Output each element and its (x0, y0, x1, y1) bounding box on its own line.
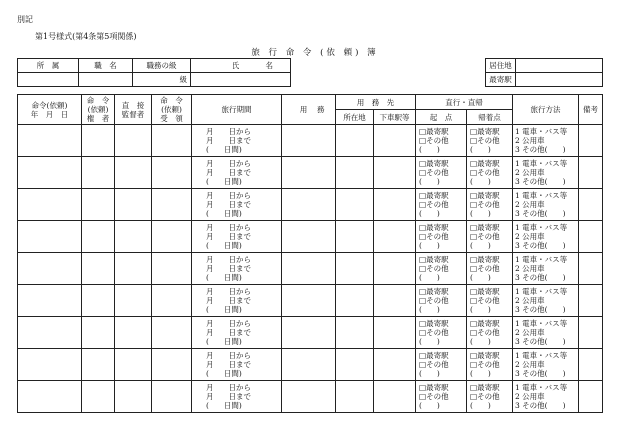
receipt-header-line2: (依頼) (161, 105, 182, 114)
return-point-cell[interactable] (467, 317, 513, 349)
period-cell-line: 月 日から (206, 255, 251, 264)
supervisor-cell[interactable] (115, 189, 152, 221)
business-cell[interactable] (282, 317, 336, 349)
order-date-cell[interactable] (18, 189, 82, 221)
origin-cell-line: ( ) (419, 337, 440, 346)
period-cell-line: 月 日から (206, 127, 251, 136)
method-cell-line: 2 公用車 (515, 328, 545, 337)
period-cell-line: ( 日間) (206, 209, 242, 218)
receipt-cell[interactable] (152, 253, 192, 285)
period-cell-line: ( 日間) (206, 337, 242, 346)
origin-cell-line: ( ) (419, 401, 440, 410)
return-point-cell-line: ( ) (470, 273, 491, 282)
authorizer-header-line1: 命 令 (86, 96, 110, 105)
period-cell-line: ( 日間) (206, 273, 242, 282)
station-cell[interactable] (374, 349, 416, 381)
period-cell[interactable] (192, 285, 282, 317)
method-cell-line: 1 電車・バス等 (515, 255, 568, 264)
travel-period-header: 旅行期間 (192, 95, 282, 125)
method-cell-line: 1 電車・バス等 (515, 351, 568, 360)
job-grade-value[interactable]: 級 (133, 73, 191, 87)
table-row (18, 285, 603, 317)
business-cell[interactable] (282, 381, 336, 413)
station-cell[interactable] (374, 317, 416, 349)
station-header: 下車駅等 (374, 110, 416, 125)
origin-cell-line: □最寄駅 (419, 319, 449, 328)
receipt-cell[interactable] (152, 189, 192, 221)
method-cell-line: 3 その他( ) (515, 209, 566, 218)
position-label: 職 名 (79, 59, 133, 73)
origin-cell-line: ( ) (419, 209, 440, 218)
residence-value[interactable] (516, 59, 603, 73)
method-cell[interactable] (513, 125, 579, 157)
origin-cell-line: ( ) (419, 369, 440, 378)
method-cell-line: 3 その他( ) (515, 337, 566, 346)
authorizer-cell[interactable] (82, 381, 115, 413)
origin-cell-line: □最寄駅 (419, 383, 449, 392)
period-cell-line: ( 日間) (206, 145, 242, 154)
method-cell[interactable] (513, 157, 579, 189)
method-cell-line: 2 公用車 (515, 200, 545, 209)
authorizer-header (82, 95, 115, 125)
return-point-cell[interactable] (467, 125, 513, 157)
return-point-cell-line: ( ) (470, 305, 491, 314)
origin-cell-line: □最寄駅 (419, 127, 449, 136)
supervisor-header-line2: 監督者 (121, 109, 145, 119)
return-point-cell-line: □最寄駅 (470, 287, 500, 296)
origin-cell-line: □その他 (419, 200, 449, 209)
receipt-cell[interactable] (152, 221, 192, 253)
receipt-cell[interactable] (152, 125, 192, 157)
supervisor-cell[interactable] (115, 317, 152, 349)
name-value[interactable] (191, 73, 291, 87)
station-cell[interactable] (374, 221, 416, 253)
method-cell-line: 1 電車・バス等 (515, 159, 568, 168)
return-point-cell-line: □その他 (470, 328, 500, 337)
return-point-cell-line: □最寄駅 (470, 191, 500, 200)
receipt-header (152, 95, 192, 125)
name-label (191, 59, 291, 73)
origin-cell[interactable] (416, 285, 467, 317)
business-header (282, 95, 336, 125)
annex-label: 別記 (17, 15, 33, 24)
period-cell-line: 月 日から (206, 159, 251, 168)
period-cell-line: ( 日間) (206, 305, 242, 314)
order-date-cell[interactable] (18, 125, 82, 157)
authorizer-header-line2: (依頼) (87, 105, 109, 114)
method-cell-line: 3 その他( ) (515, 273, 566, 282)
period-cell-line: 月 日まで (206, 392, 251, 401)
return-point-cell[interactable] (467, 189, 513, 221)
period-cell[interactable] (192, 157, 282, 189)
method-cell-line: 2 公用車 (515, 264, 545, 273)
table-row (18, 253, 603, 285)
return-point-cell-line: □その他 (470, 296, 500, 305)
method-cell[interactable] (513, 349, 579, 381)
business-cell[interactable] (282, 125, 336, 157)
affiliation-label: 所 属 (18, 59, 79, 73)
origin-cell-line: ( ) (419, 145, 440, 154)
method-cell-line: 1 電車・バス等 (515, 127, 568, 136)
period-cell-line: 月 日まで (206, 360, 251, 369)
table-row (18, 221, 603, 253)
period-cell-line: 月 日から (206, 287, 251, 296)
location-cell[interactable] (336, 253, 374, 285)
order-date-cell[interactable] (18, 317, 82, 349)
business-cell[interactable] (282, 189, 336, 221)
method-cell[interactable] (513, 285, 579, 317)
authorizer-cell[interactable] (82, 349, 115, 381)
authorizer-cell[interactable] (82, 189, 115, 221)
order-date-cell[interactable] (18, 157, 82, 189)
table-row (18, 317, 603, 349)
method-cell-line: 1 電車・バス等 (515, 191, 568, 200)
supervisor-header-line1: 直 接 (121, 100, 145, 110)
method-cell-line: 3 その他( ) (515, 401, 566, 410)
origin-header: 起 点 (416, 110, 467, 125)
return-point-cell-line: □その他 (470, 232, 500, 241)
location-cell[interactable] (336, 221, 374, 253)
period-cell-line: 月 日まで (206, 264, 251, 273)
position-value[interactable] (79, 73, 133, 87)
receipt-header-line1: 命 令 (160, 96, 183, 105)
period-cell-line: ( 日間) (206, 369, 242, 378)
supervisor-header (115, 95, 152, 125)
return-point-cell-line: ( ) (470, 209, 491, 218)
method-cell-line: 1 電車・バス等 (515, 287, 568, 296)
origin-cell-line: □その他 (419, 296, 449, 305)
business-header-part2: 務 (316, 105, 325, 114)
return-point-cell-line: ( ) (470, 401, 491, 410)
return-point-cell[interactable] (467, 157, 513, 189)
period-cell[interactable] (192, 125, 282, 157)
period-cell[interactable] (192, 349, 282, 381)
origin-cell-line: □その他 (419, 264, 449, 273)
return-point-cell[interactable] (467, 221, 513, 253)
authorizer-cell[interactable] (82, 317, 115, 349)
period-cell-line: 月 日まで (206, 328, 251, 337)
period-cell-line: ( 日間) (206, 401, 242, 410)
nearest-station-value[interactable] (516, 73, 603, 87)
receipt-cell[interactable] (152, 317, 192, 349)
remarks-cell[interactable] (579, 317, 603, 349)
return-point-cell-line: □その他 (470, 200, 500, 209)
origin-cell[interactable] (416, 381, 467, 413)
origin-cell-line: ( ) (419, 305, 440, 314)
origin-cell[interactable] (416, 157, 467, 189)
direct-travel-header: 直行・直帰 (416, 95, 513, 110)
nearest-station-label: 最寄駅 (486, 73, 516, 87)
receipt-cell[interactable] (152, 349, 192, 381)
origin-cell-line: □その他 (419, 232, 449, 241)
return-point-cell-line: ( ) (470, 369, 491, 378)
remarks-cell[interactable] (579, 125, 603, 157)
remarks-cell[interactable] (579, 157, 603, 189)
method-cell[interactable] (513, 381, 579, 413)
affiliation-value[interactable] (18, 73, 79, 87)
order-date-header-line1: 命令(依頼) (31, 100, 68, 110)
origin-cell-line: □その他 (419, 392, 449, 401)
destination-header: 用 務 先 (336, 95, 416, 110)
origin-cell-line: □最寄駅 (419, 223, 449, 232)
form-identifier: 第1号様式(第4条第5項関係) (35, 32, 137, 41)
method-cell[interactable] (513, 253, 579, 285)
business-header-part1: 用 (299, 105, 308, 114)
supervisor-cell[interactable] (115, 285, 152, 317)
business-cell[interactable] (282, 285, 336, 317)
order-date-cell[interactable] (18, 221, 82, 253)
method-cell-line: 3 その他( ) (515, 369, 566, 378)
remarks-cell[interactable] (579, 253, 603, 285)
location-cell[interactable] (336, 125, 374, 157)
period-cell-line: 月 日から (206, 223, 251, 232)
location-cell[interactable] (336, 381, 374, 413)
return-point-header: 帰着点 (467, 110, 513, 125)
order-date-cell[interactable] (18, 349, 82, 381)
origin-cell-line: ( ) (419, 177, 440, 186)
return-point-cell-line: ( ) (470, 241, 491, 250)
method-cell[interactable] (513, 221, 579, 253)
origin-cell-line: ( ) (419, 273, 440, 282)
location-header: 所在地 (336, 110, 374, 125)
authorizer-header-line3: 権 者 (86, 114, 110, 123)
origin-cell-line: □最寄駅 (419, 351, 449, 360)
period-cell-line: 月 日から (206, 319, 251, 328)
authorizer-cell[interactable] (82, 221, 115, 253)
travel-method-header: 旅行方法 (513, 95, 579, 125)
method-cell-line: 1 電車・バス等 (515, 383, 568, 392)
period-cell-line: 月 日から (206, 383, 251, 392)
station-cell[interactable] (374, 381, 416, 413)
order-date-cell[interactable] (18, 285, 82, 317)
method-cell-line: 2 公用車 (515, 296, 545, 305)
origin-cell[interactable] (416, 189, 467, 221)
receipt-cell[interactable] (152, 381, 192, 413)
return-point-cell[interactable] (467, 381, 513, 413)
origin-cell[interactable] (416, 349, 467, 381)
order-date-cell[interactable] (18, 381, 82, 413)
return-point-cell-line: □最寄駅 (470, 383, 500, 392)
return-point-cell-line: □最寄駅 (470, 127, 500, 136)
origin-cell[interactable] (416, 253, 467, 285)
remarks-cell[interactable] (579, 221, 603, 253)
supervisor-cell[interactable] (115, 349, 152, 381)
return-point-cell[interactable] (467, 349, 513, 381)
authorizer-cell[interactable] (82, 125, 115, 157)
supervisor-cell[interactable] (115, 221, 152, 253)
return-point-cell-line: □最寄駅 (470, 255, 500, 264)
origin-cell-line: □最寄駅 (419, 159, 449, 168)
table-row (18, 349, 603, 381)
method-cell-line: 3 その他( ) (515, 177, 566, 186)
station-cell[interactable] (374, 157, 416, 189)
period-cell-line: ( 日間) (206, 241, 242, 250)
order-date-cell[interactable] (18, 253, 82, 285)
period-cell[interactable] (192, 381, 282, 413)
method-cell-line: 1 電車・バス等 (515, 223, 568, 232)
origin-cell-line: □その他 (419, 136, 449, 145)
return-point-cell-line: □最寄駅 (470, 351, 500, 360)
location-cell[interactable] (336, 317, 374, 349)
remarks-cell[interactable] (579, 381, 603, 413)
period-cell-line: 月 日から (206, 191, 251, 200)
origin-cell-line: □その他 (419, 168, 449, 177)
location-cell[interactable] (336, 157, 374, 189)
station-cell[interactable] (374, 253, 416, 285)
origin-cell[interactable] (416, 221, 467, 253)
authorizer-cell[interactable] (82, 253, 115, 285)
authorizer-cell[interactable] (82, 285, 115, 317)
method-cell-line: 3 その他( ) (515, 305, 566, 314)
return-point-cell-line: □その他 (470, 168, 500, 177)
period-cell-line: 月 日から (206, 351, 251, 360)
period-cell-line: 月 日まで (206, 168, 251, 177)
station-cell[interactable] (374, 285, 416, 317)
business-cell[interactable] (282, 221, 336, 253)
supervisor-cell[interactable] (115, 253, 152, 285)
method-cell-line: 2 公用車 (515, 168, 545, 177)
supervisor-cell[interactable] (115, 157, 152, 189)
table-row (18, 157, 603, 189)
method-cell-line: 3 その他( ) (515, 241, 566, 250)
origin-cell-line: ( ) (419, 241, 440, 250)
employee-info-table (17, 58, 291, 87)
name-label-part2: 名 (265, 61, 273, 70)
return-point-cell-line: □その他 (470, 360, 500, 369)
period-cell[interactable] (192, 221, 282, 253)
return-point-cell-line: □その他 (470, 392, 500, 401)
period-cell-line: 月 日まで (206, 296, 251, 305)
return-point-cell-line: ( ) (470, 145, 491, 154)
location-cell[interactable] (336, 189, 374, 221)
remarks-cell[interactable] (579, 189, 603, 221)
method-cell-line: 2 公用車 (515, 232, 545, 241)
return-point-cell-line: □その他 (470, 264, 500, 273)
business-cell[interactable] (282, 253, 336, 285)
authorizer-cell[interactable] (82, 157, 115, 189)
table-row (18, 189, 603, 221)
order-date-header-line2: 年 月 日 (30, 109, 69, 119)
method-cell[interactable] (513, 317, 579, 349)
period-cell[interactable] (192, 253, 282, 285)
receipt-cell[interactable] (152, 285, 192, 317)
supervisor-cell[interactable] (115, 125, 152, 157)
origin-cell-line: □その他 (419, 360, 449, 369)
origin-cell[interactable] (416, 125, 467, 157)
period-cell-line: 月 日まで (206, 232, 251, 241)
origin-cell-line: □最寄駅 (419, 287, 449, 296)
period-cell-line: ( 日間) (206, 177, 242, 186)
return-point-cell-line: □最寄駅 (470, 319, 500, 328)
origin-cell-line: □最寄駅 (419, 255, 449, 264)
business-cell[interactable] (282, 157, 336, 189)
name-label-part1: 氏 (231, 61, 240, 70)
method-cell[interactable] (513, 189, 579, 221)
station-cell[interactable] (374, 125, 416, 157)
location-cell[interactable] (336, 285, 374, 317)
table-row (18, 381, 603, 413)
period-cell[interactable] (192, 189, 282, 221)
return-point-cell-line: ( ) (470, 177, 491, 186)
remarks-header: 備考 (579, 95, 603, 125)
method-cell-line: 2 公用車 (515, 392, 545, 401)
order-date-header (18, 95, 82, 125)
receipt-cell[interactable] (152, 157, 192, 189)
period-cell-line: 月 日まで (206, 136, 251, 145)
remarks-cell[interactable] (579, 349, 603, 381)
table-row (18, 125, 603, 157)
return-point-cell[interactable] (467, 285, 513, 317)
location-cell[interactable] (336, 349, 374, 381)
return-point-cell-line: □最寄駅 (470, 159, 500, 168)
return-point-cell-line: □その他 (470, 136, 500, 145)
origin-cell[interactable] (416, 317, 467, 349)
document-title: 旅 行 命 令 (依 頼) 簿 (251, 48, 379, 58)
period-cell[interactable] (192, 317, 282, 349)
residence-table (485, 58, 603, 87)
period-cell-line: 月 日まで (206, 200, 251, 209)
return-point-cell[interactable] (467, 253, 513, 285)
remarks-cell[interactable] (579, 285, 603, 317)
return-point-cell-line: □最寄駅 (470, 223, 500, 232)
station-cell[interactable] (374, 189, 416, 221)
method-cell-line: 2 公用車 (515, 360, 545, 369)
origin-cell-line: □最寄駅 (419, 191, 449, 200)
return-point-cell-line: ( ) (470, 337, 491, 346)
travel-order-table (17, 94, 603, 413)
residence-label: 居住地 (486, 59, 516, 73)
job-grade-label: 職務の級 (133, 59, 191, 73)
method-cell-line: 1 電車・バス等 (515, 319, 568, 328)
business-cell[interactable] (282, 349, 336, 381)
method-cell-line: 2 公用車 (515, 136, 545, 145)
method-cell-line: 3 その他( ) (515, 145, 566, 154)
origin-cell-line: □その他 (419, 328, 449, 337)
receipt-header-line3: 受 領 (160, 114, 183, 123)
supervisor-cell[interactable] (115, 381, 152, 413)
